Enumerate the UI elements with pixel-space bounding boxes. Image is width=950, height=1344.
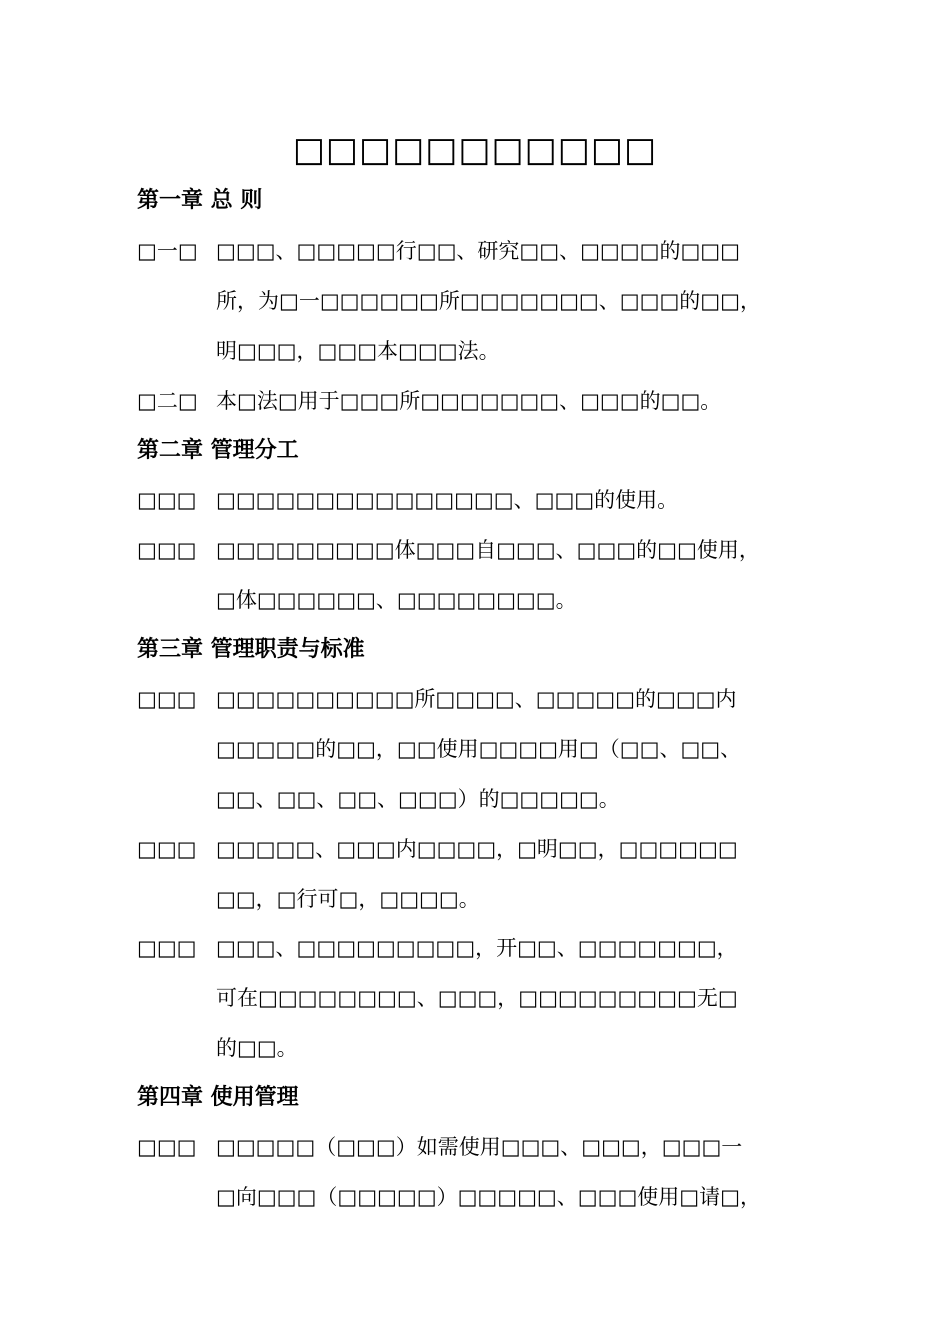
article-label: □□□ xyxy=(137,936,197,960)
chapter-heading: 第三章 管理职责与标准 xyxy=(137,637,365,662)
article-label: □一□ xyxy=(137,239,198,263)
article-label: □□□ xyxy=(137,538,197,562)
article-text-line: □□□□□□□□□□□□□□□、□□□的使用。 xyxy=(216,488,679,512)
article-text-line: 的□□。 xyxy=(216,1036,298,1060)
article-label: □□□ xyxy=(137,1135,197,1159)
chapter-heading: 第二章 管理分工 xyxy=(137,438,299,463)
article-text-line: □□□□□、□□□内□□□□，□明□□，□□□□□□ xyxy=(216,837,738,861)
article-label: □□□ xyxy=(137,488,197,512)
article-text-line: □□□□□□□□□体□□□自□□□、□□□的□□使用， xyxy=(216,538,760,562)
chapter-heading: 第一章 总 则 xyxy=(137,188,263,213)
article-text-line: 可在□□□□□□□□、□□□，□□□□□□□□□无□ xyxy=(216,986,738,1010)
article-text-line: □□、□□、□□、□□□）的□□□□□。 xyxy=(216,787,620,811)
article-text-line: □□□□□（□□□）如需使用□□□、□□□，□□□一 xyxy=(216,1135,743,1159)
document-title: □□□□□□□□□□□ xyxy=(292,130,658,170)
article-text-line: □向□□□（□□□□□）□□□□□、□□□使用□请□， xyxy=(216,1185,761,1209)
article-label: □□□ xyxy=(137,837,197,861)
article-text-line: □体□□□□□□、□□□□□□□□。 xyxy=(216,588,577,612)
article-text-line: □□，□行可□，□□□□。 xyxy=(216,887,480,911)
article-text-line: □□□、□□□□□□□□□，开□□、□□□□□□□， xyxy=(216,936,738,960)
article-text-line: 明□□□，□□□本□□□法。 xyxy=(216,339,500,363)
article-text-line: □□□□□□□□□□所□□□□、□□□□□的□□□内 xyxy=(216,687,737,711)
article-label: □二□ xyxy=(137,389,198,413)
article-text-line: 本□法□用于□□□所□□□□□□□、□□□的□□。 xyxy=(216,389,722,413)
chapter-heading: 第四章 使用管理 xyxy=(137,1085,299,1110)
article-text-line: 所，为□一□□□□□□所□□□□□□□、□□□的□□， xyxy=(216,289,761,313)
article-text-line: □□□□□的□□，□□使用□□□□用□（□□、□□、 xyxy=(216,737,742,761)
article-text-line: □□□、□□□□□行□□、研究□□、□□□□的□□□ xyxy=(216,239,740,263)
article-label: □□□ xyxy=(137,687,197,711)
